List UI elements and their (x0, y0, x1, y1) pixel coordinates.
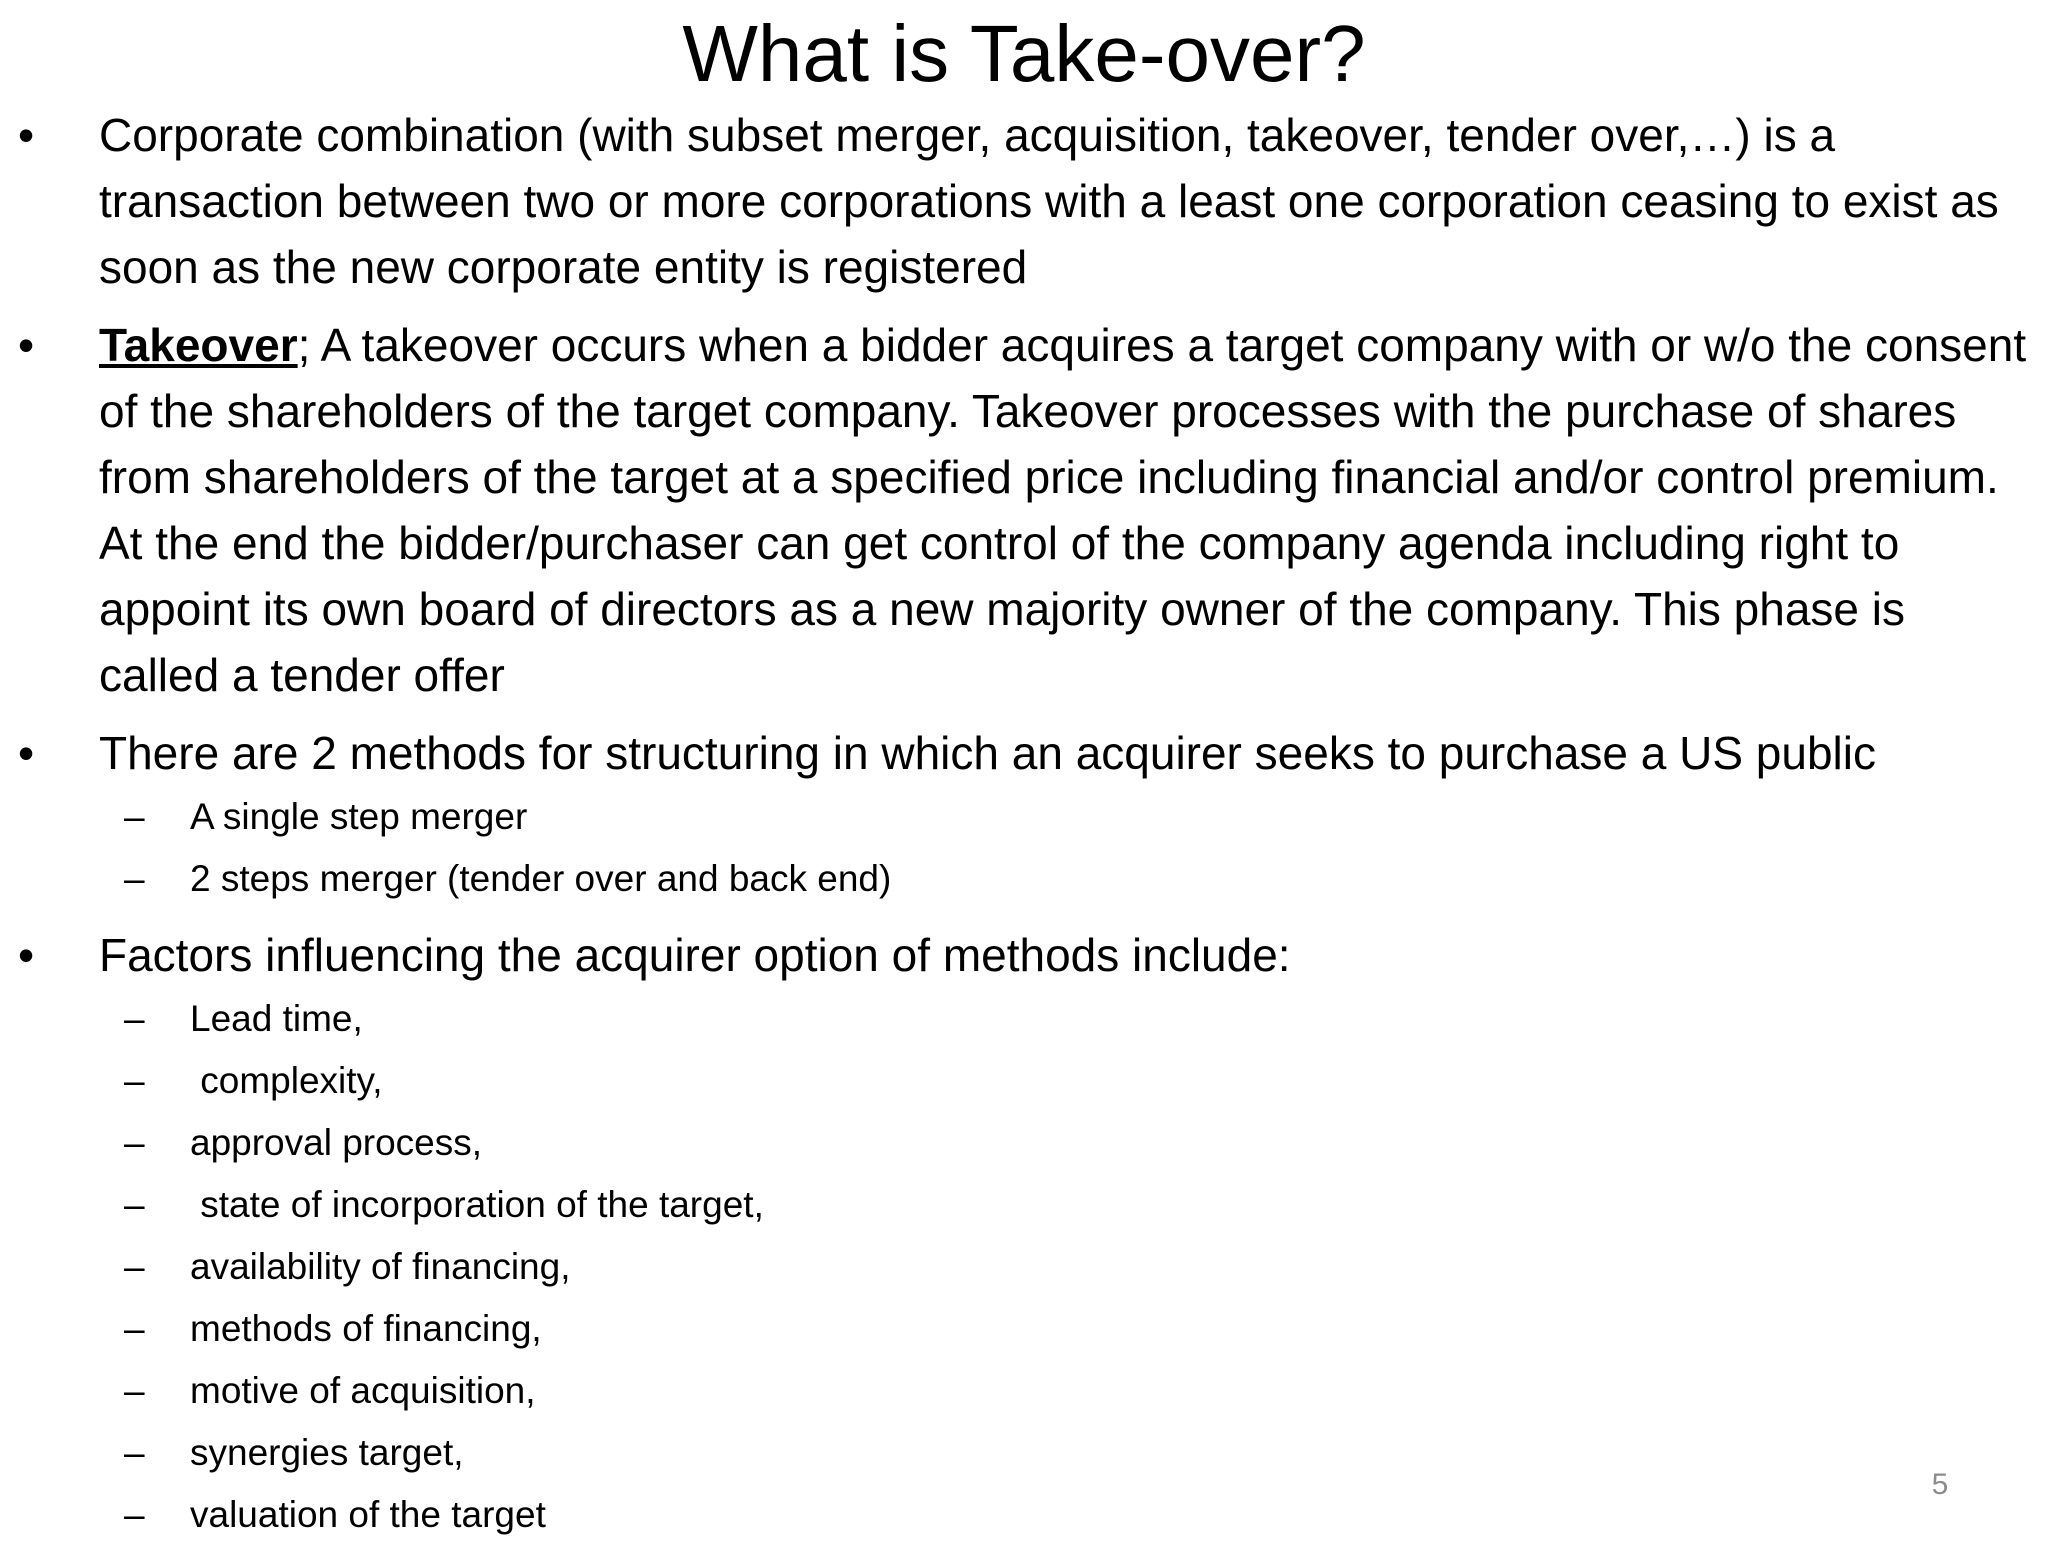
dash-icon: – (124, 858, 145, 899)
bullet-text: Factors influencing the acquirer option of methods include: (99, 929, 1291, 981)
bullet-dot-icon: • (18, 109, 35, 161)
sub-item (0, 1360, 2048, 1422)
sub-item (0, 988, 2048, 1050)
bullet-factors (0, 922, 2048, 988)
dash-icon: – (124, 1246, 145, 1287)
sub-item (0, 1298, 2048, 1360)
sub-item-text: state of incorporation of the target, (190, 1184, 764, 1225)
dash-icon: – (124, 998, 145, 1039)
dash-icon: – (124, 1308, 145, 1349)
bullet-methods (0, 720, 2048, 786)
bullet-text: There are 2 methods for structuring in which an acquirer seeks to purchase a US public (99, 727, 1876, 779)
bullet-dot-icon: • (18, 929, 35, 981)
sub-item-text: approval process, (190, 1122, 483, 1163)
sub-item-text: 2 steps merger (tender over and back end) (190, 858, 892, 899)
sub-item (0, 1484, 2048, 1546)
page-number: 5 (1931, 1468, 1949, 1501)
sub-item (0, 1236, 2048, 1298)
sub-item (0, 1422, 2048, 1484)
dash-icon: – (124, 1122, 145, 1163)
sub-item-text: methods of financing, (190, 1308, 542, 1349)
sub-item-text: motive of acquisition, (190, 1370, 536, 1411)
dash-icon: – (124, 1494, 145, 1535)
bullet-text: Corporate combination (with subset merger, acquisition, takeover, tender over,…) is a transaction between two or more corporations with a least one corporation ceasing to exist as soon as the new corporate entity is registered (99, 109, 1999, 293)
sub-item-text: synergies target, (190, 1432, 464, 1473)
bullet-text: ; A takeover occurs when a bidder acquires a target company with or w/o the consent of the shareholders of the target company. Takeover processes with the purchase of shares from shareholders of the target at a specified price including financial and/or control premium. At the end the bidder/purchaser can get control of the company agenda including right to appoint its own board of directors as a new majority owner of the company. This phase is called a tender offer (99, 319, 2027, 701)
sub-item-text: availability of financing, (190, 1246, 571, 1287)
bullet-corporate-combination (0, 102, 2048, 300)
sub-item-text: Lead time, (190, 998, 363, 1039)
sub-item (0, 848, 2048, 910)
slide-content (0, 102, 2048, 1546)
dash-icon: – (124, 796, 145, 837)
bullet-dot-icon: • (18, 319, 35, 371)
sub-item (0, 1050, 2048, 1112)
sub-item (0, 1174, 2048, 1236)
sub-item-text: complexity, (190, 1060, 383, 1101)
dash-icon: – (124, 1370, 145, 1411)
sub-item-text: valuation of the target (190, 1494, 546, 1535)
takeover-term: Takeover (99, 319, 298, 371)
sub-item-text: A single step merger (190, 796, 528, 837)
dash-icon: – (124, 1432, 145, 1473)
sub-item (0, 1112, 2048, 1174)
dash-icon: – (124, 1060, 145, 1101)
bullet-dot-icon: • (18, 727, 35, 779)
dash-icon: – (124, 1184, 145, 1225)
sub-item (0, 786, 2048, 848)
bullet-takeover (0, 312, 2048, 708)
slide-title: What is Take-over? (682, 9, 1366, 98)
